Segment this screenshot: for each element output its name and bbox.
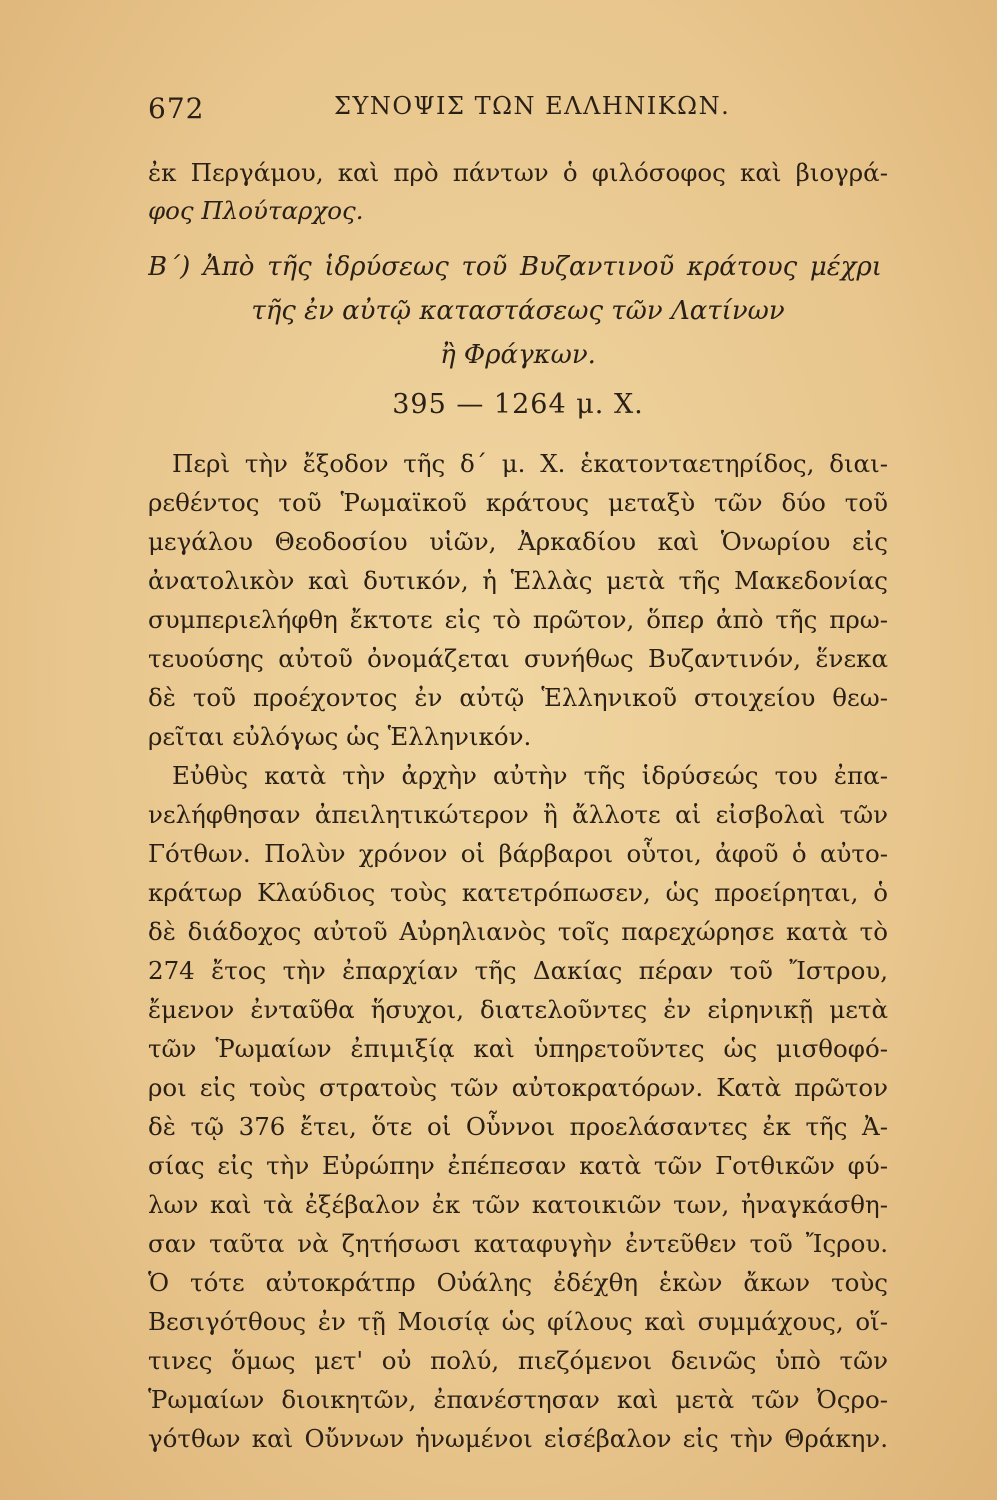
text-line: σαν ταῦτα νὰ ζητήσωσι καταφυγὴν ἐντεῦθεν τοῦ Ἴςρου.	[148, 1229, 888, 1258]
page-header	[148, 92, 883, 136]
text-line: τινες ὅμως μετ' οὐ πολύ, πιεζόμενοι δεινῶς ὑπὸ τῶν	[148, 1346, 888, 1375]
text-line: Βεσιγότθους ἐν τῇ Μοισίᾳ ὡς φίλους καὶ συμμάχους, οἵ-	[148, 1307, 888, 1336]
text-line: γότθων καὶ Οὔννων ἡνωμένοι εἰσέβαλον εἰς τὴν Θράκην.	[148, 1424, 888, 1453]
running-title: ΣΥΝΟΨΙΣ ΤΩΝ ΕΛΛΗΝΙΚΩΝ.	[334, 92, 731, 120]
text-line: Ῥωμαίων διοικητῶν, ἐπανέστησαν καὶ μετὰ τῶν Ὀςρο-	[148, 1385, 888, 1414]
text-line: δὲ τῷ 376 ἔτει, ὅτε οἱ Οὗννοι προελάσαντες ἐκ τῆς Ἀ-	[148, 1112, 888, 1141]
text-line: μεγάλου Θεοδοσίου υἱῶν, Ἀρκαδίου καὶ Ὁνωρίου εἰς	[148, 527, 888, 556]
text-line: λων καὶ τὰ ἐξέβαλον ἐκ τῶν κατοικιῶν των, ἠναγκάσθη-	[148, 1190, 888, 1219]
page-number: 672	[148, 92, 205, 125]
text-line: Περὶ τὴν ἔξοδον τῆς δ΄ μ. Χ. ἑκατονταετηρίδος, διαι-	[172, 449, 888, 478]
text-line: κράτωρ Κλαύδιος τοὺς κατετρόπωσεν, ὡς προείρηται, ὁ	[148, 878, 888, 907]
text-line: Εὐθὺς κατὰ τὴν ἀρχὴν αὐτὴν τῆς ἱδρύσεώς του ἐπα-	[172, 761, 888, 790]
text-line: νελήφθησαν ἀπειλητικώτερον ἢ ἄλλοτε αἱ εἰσβολαὶ τῶν	[148, 800, 888, 829]
text-line: δὲ διάδοχος αὐτοῦ Αὐρηλιανὸς τοῖς παρεχώρησε κατὰ τὸ	[148, 917, 888, 946]
text-line: ρεθέντος τοῦ Ῥωμαϊκοῦ κράτους μεταξὺ τῶν δύο τοῦ	[148, 488, 888, 517]
section-heading-line: τῆς ἐν αὐτῷ καταστάσεως τῶν Λατίνων	[251, 296, 785, 326]
text-line: σίας εἰς τὴν Εὐρώπην ἐπέπεσαν κατὰ τῶν Γοτθικῶν φύ-	[148, 1151, 888, 1180]
section-heading-line: Β΄) Ἀπὸ τῆς ἱδρύσεως τοῦ Βυζαντινοῦ κράτους μέχρι	[148, 252, 882, 282]
text-line: Ὁ τότε αὐτοκράτπρ Οὐάλης ἐδέχθη ἑκὼν ἄκων τοὺς	[148, 1268, 888, 1297]
text-line: 274 ἔτος τὴν ἐπαρχίαν τῆς Δακίας πέραν τοῦ Ἴστρου,	[148, 956, 888, 985]
text-line: τευούσης αὐτοῦ ὀνομάζεται συνήθως Βυζαντινόν, ἕνεκα	[148, 644, 888, 673]
text-line: ἐκ Περγάμου, καὶ πρὸ πάντων ὁ φιλόσοφος καὶ βιογρά-	[148, 158, 888, 187]
text-line: τῶν Ῥωμαίων ἐπιμιξίᾳ καὶ ὑπηρετοῦντες ὡς μισθοφό-	[148, 1034, 888, 1063]
text-line: συμπεριελήφθη ἔκτοτε εἰς τὸ πρῶτον, ὅπερ ἀπὸ τῆς πρω-	[148, 605, 888, 634]
section-date-range: 395 — 1264 μ. Χ.	[392, 389, 644, 420]
text-line: ἔμενον ἐνταῦθα ἥσυχοι, διατελοῦντες ἐν εἰρηνικῇ μετὰ	[148, 995, 888, 1024]
text-line: ροι εἰς τοὺς στρατοὺς τῶν αὐτοκρατόρων. Κατὰ πρῶτον	[148, 1073, 888, 1102]
text-line: φος Πλούταρχος.	[148, 196, 364, 225]
text-line: Γότθων. Πολὺν χρόνον οἱ βάρβαροι οὗτοι, ἀφοῦ ὁ αὐτο-	[148, 839, 888, 868]
section-heading-line: ἢ Φράγκων.	[440, 340, 596, 370]
text-line: ρεῖται εὐλόγως ὡς Ἑλληνικόν.	[148, 722, 532, 751]
text-line: ἀνατολικὸν καὶ δυτικόν, ἡ Ἑλλὰς μετὰ τῆς Μακεδονίας	[148, 566, 888, 595]
text-line: δὲ τοῦ προέχοντος ἐν αὐτῷ Ἑλληνικοῦ στοιχείου θεω-	[148, 683, 888, 712]
